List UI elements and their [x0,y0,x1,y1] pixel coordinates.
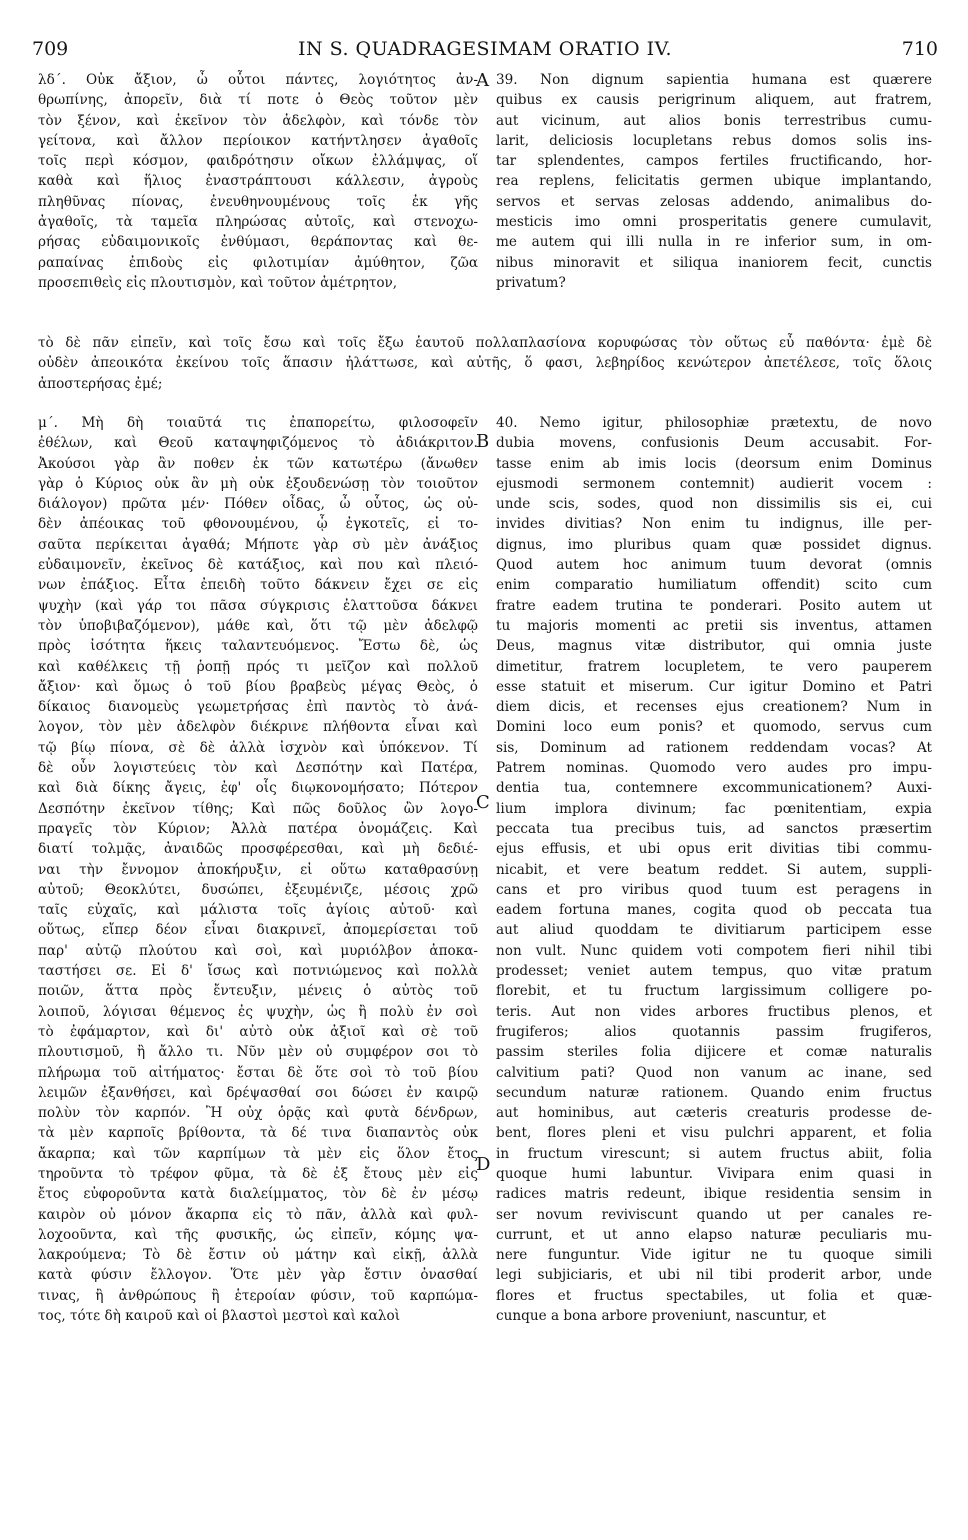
text-line: τὸ δὲ πᾶν εἰπεῖν, καὶ τοῖς ἔσω καὶ τοῖς ἔξω ἑαυτοῦ πολλαπλασίονα κορυφώσας τὸν οὕτως εὖ παθόντα· ἐμὲ δὲ [38,335,932,351]
text-line: γὰρ ὁ Κύριος οὐκ ἂν μὴ οὐκ ἐξουδενώσῃ τὸν τοιοῦτον [38,475,478,492]
text-line: τὰ μὲν καρποῖς βρίθοντα, τὰ δέ τινα διαπαντὸς οὐκ [38,1125,478,1142]
text-line: quibus ex causis perigrinum aliquem, aut fratrem, [496,92,932,109]
text-line: Δεσπότην ἐκεῖνον τίθης; Καὶ πῶς δοῦλος ὢν λογο- [38,800,478,817]
text-line: passim steriles folia dijicere et comæ naturalis [496,1044,932,1061]
text-line: enim comparatio humiliatum offendit) scito cum [496,577,932,594]
text-line: τινας, ἢ ἀνθρώπους ἢ ἑτεροίαν φύσιν, τοῦ καρπώμα- [38,1287,478,1304]
text-line: larit, deliciosis locupletans rebus domos solis ins- [496,132,932,149]
text-line: nicabit, et vere beatum reddet. Si autem, suppli- [496,861,932,878]
text-line: legi subjiciaris, et ubi nil tibi proderit arbor, unde [496,1267,932,1284]
text-line: ἄκαρπα; καὶ τῶν καρπίμων τὰ μὲν εἰς ὅλον ἔτος [38,1145,478,1162]
text-line: dubia movens, confusionis Deum accusabit. For- [496,435,932,452]
text-line: αὐτοῦ; Θεοκλύτει, δυσώπει, ἐξευμένιζε, μέσοις χρῶ [38,881,478,898]
text-line: dimetitur, fratrem locupletem, te vero pauperem [496,658,932,675]
text-line: frugiferos; alios quotannis passim frugiferos, [496,1023,932,1040]
text-line: πρὸς ἰσότητα ἥκεις ταλαντευόμενος. Ἔστω δὲ, ὡς [38,638,478,655]
text-line: Quod autem hoc animum tuum devorat (omnis [496,557,932,574]
text-line: tar splendentes, campos fertiles fructificando, hor- [496,153,932,170]
text-line: εὐδαιμονεῖν, ἐκεῖνος δὲ κατάξιος, καὶ που καὶ πλειό- [38,557,478,574]
text-line: ejus effusis, et ubi opus erit divitias tibi commu- [496,841,932,858]
margin-marker-d: D [476,1154,491,1175]
text-line: calvitium pati? Quod non vanum ac inane, sed [496,1064,932,1081]
text-line: λογον, τὸν μὲν ἀδελφὸν διέκρινε πλήθοντα εἶναι καὶ [38,719,478,736]
text-line: προσεπιθεὶς εἰς πλουτισμὸν, καὶ τοῦτον ἀμέτρητον, [38,274,398,291]
text-line: σαῦτα περίκειται ἀγαθά; Μήποτε γὰρ σὺ μὲν ἀνάξιος [38,536,478,553]
greek-paragraph-40 [38,413,478,1326]
text-line: ἐθέλων, καὶ Θεοῦ καταψηφιζόμενος τὸ ἀδιάκριτον. [38,435,478,452]
text-line: aut aliud quoddam te divitiarum participem esse [496,922,932,939]
page-number-left: 709 [32,38,69,60]
text-line: πλουτισμοῦ, ἢ ἄλλο τι. Νῦν μὲν οὐ συμφέρον σοι τὸ [38,1044,478,1061]
text-line: Patrem nominas. Quomodo vero audes pro impu- [496,760,932,777]
text-line: secundum naturæ rationem. Quando enim fructus [496,1084,932,1101]
text-line: τὸν ξένον, καὶ ἐκεῖνον τὸν ἀδελφὸν, καὶ τόνδε τὸν [38,112,478,129]
text-line: sis, Dominum ad rationem reddendam vocas? At [496,739,932,756]
text-line: ψυχὴν (καὶ γάρ τοι πᾶσα σύγκρισις ἐλαττοῦσα δάκνει [38,597,478,614]
text-line: cans et pro viribus quod tuum est peragens in [496,881,932,898]
text-line: ἀγαθοῖς, τὰ ταμεῖα πληρώσας αὐτοῖς, καὶ στενοχω- [38,214,478,231]
text-line: bent, flores pleni et visu pulchri apparent, et folia [496,1125,932,1142]
text-line: ναι τὴν ἔννομον ἀποκήρυξιν, εἰ οὕτω καταθρασύνῃ [38,861,478,878]
text-line: ταῖς εὐχαῖς, καὶ μάλιστα τοῖς ἁγίοις αὐτοῦ· καὶ [38,902,478,919]
greek-paragraph-39 [38,70,478,293]
text-line: μ΄. Μὴ δὴ τοιαῦτά τις ἐπαπορείτω, φιλοσοφεῖν [38,415,478,431]
text-line: teris. Aut non vides arbores fructibus plenos, et [496,1003,932,1020]
page-number-right: 710 [901,38,938,60]
text-line: rea replens, felicitatis germen ubique implantando, [496,173,932,190]
text-line: eadem fortuna manes, cogita quod ob peccata tua [496,902,932,919]
text-line: δίκαιος διανομεὺς γεωμετρήσας ἐπὶ παντὸς τὸ ἀνά- [38,699,478,716]
text-line: Ἀκούσοι γὰρ ἂν ποθεν ἐκ τῶν κατωτέρω (ἄνωθεν [38,455,478,472]
text-line: δὲ οὖν λογιστεύεις τὸν καὶ Δεσπότην καὶ Πατέρα, [38,760,478,777]
text-line: Domini loco eum ponis? et quomodo, servus cum [496,719,932,736]
text-line: τὸ ἐφάμαρτον, καὶ δι' αὐτὸ οὐκ ἀξιοῖ καὶ σὲ τοῦ [38,1023,478,1040]
text-line: γείτονα, καὶ ἄλλον περίοικον κατήντλησεν ἀγαθοῖς [38,132,478,149]
text-line: dentia tua, contemnere excommunicationem? Auxi- [496,780,932,797]
text-line: tasse enim ab imis locis (deorsum enim Dominus [496,455,932,472]
text-line: οὐδὲν ἀπεοικότα ἐκείνου τοῖς ἅπασιν ἠλάττωσε, καὶ αὐτῆς, ὅ φασι, λεβηρίδος κενώτερον ἀπετέλεσε, τοῖς ὅλοις [38,355,932,372]
text-line: lium implora divinum; fac pœnitentiam, expia [496,800,932,817]
latin-paragraph-40 [496,413,932,1326]
text-line: παρ' αὐτῷ πλούτου καὶ σοὶ, καὶ μυριόλβον ἀποκα- [38,942,478,959]
text-line: ser novum reviviscunt quando ut per canales re- [496,1206,932,1223]
text-line: invides divitias? Non enim tu indignus, ille per- [496,516,932,533]
text-line: fratre eadem trutina te ponderari. Posito autem ut [496,597,932,614]
text-line: nibus minoravit et siliqua inaniorem fecit, cunctis [496,254,932,271]
text-line: ποιῶν, ἅττα πρὸς ἔντευξιν, μένεις ὁ αὐτὸς τοῦ [38,983,478,1000]
margin-marker-b: B [476,431,490,452]
text-line: θρωπίνης, ἀπορεῖν, διὰ τί ποτε ὁ Θεὸς τοῦτον μὲν [38,92,478,109]
text-line: mesticis imo omni prosperitatis genere cumulavit, [496,214,932,231]
text-line: ejusmodi sermonem contemnit) audierit vocem : [496,475,932,492]
text-line: aut vicinum, aut alios bonis terrestribus cumu- [496,112,932,129]
margin-marker-a: A [476,70,489,91]
text-line: δὲν ἀπέοικας τοῦ φθονουμένου, ᾧ ἐγκοτεῖς, εἰ το- [38,516,478,533]
text-line: privatum? [496,274,566,291]
text-line: πολὺν τὸν καρπόν. Ἢ οὐχ ὁρᾷς καὶ φυτὰ δένδρων, [38,1105,478,1122]
text-line: τηροῦντα τὸ τρέφον φῦμα, τὰ δὲ ἐξ ἔτους μὲν εἰς [38,1165,478,1182]
text-line: κατὰ φύσιν ἔλλογον. Ὅτε μὲν γὰρ ἔστιν ὀνασθαί [38,1267,478,1284]
page-header [32,38,938,64]
text-line: currunt, et ut anno elapso naturæ peculiaris mu- [496,1226,932,1243]
text-line: Deus, magnus vitæ distributor, qui omnia juste [496,638,932,655]
text-line: ταστήσει σε. Εἰ δ' ἴσως καὶ ποτνιώμενος καὶ πολλὰ [38,963,478,980]
text-line: esse statuit et miserum. Cur igitur Domino et Patri [496,678,932,695]
text-line: διατί τολμᾷς, ἀναιδῶς προσφέρεσθαι, καὶ μὴ δεδιέ- [38,841,478,858]
text-line: diem dicis, et recenses ejus creationem? Num in [496,699,932,716]
text-line: λειμῶν ἐξανθήσει, καὶ δρέψασθαί σοι δώσει ἐν καιρῷ [38,1084,478,1101]
margin-marker-c: C [476,792,490,813]
latin-paragraph-39 [496,70,932,293]
text-line: νων ἐπάξιος. Εἶτα ἐπειδὴ τοῦτο δάκνειν ἔχει σε εἰς [38,577,478,594]
text-line: radices matris redeunt, ibique residentia sensim in [496,1186,932,1203]
text-line: καὶ καθέλκεις τῇ ῥοπῇ πρός τι μεῖζον καὶ πολλοῦ [38,658,478,675]
text-line: τὸν ὑποβιβαζόμενον), μάθε καὶ, ὅτι τῷ μὲν ἀδελφῷ [38,617,478,634]
greek-paragraph-39-continuation [38,333,932,394]
text-line: in fructum virescunt; si autem fructus abiit, folia [496,1145,932,1162]
text-line: cunque a bona arbore proveniunt, nascuntur, et [496,1308,826,1325]
text-line: prodesset; veniet autem tempus, quo vitæ pratum [496,963,932,980]
text-line: tu majoris momenti ac pretii sis inventus, attamen [496,617,932,634]
text-line: ρήσας εὐδαιμονικοῖς ἐνθύμασι, θεράποντας καὶ θε- [38,234,478,251]
text-line: 39. Non dignum sapientia humana est quærere [496,72,932,88]
text-line: ραπαίνας ἐπιδοὺς εἰς φιλοτιμίαν ἀμύθητον, ζῶα [38,254,478,271]
text-line: aut hominibus, aut cæteris creaturis prodesse de- [496,1105,932,1122]
text-line: οὕτως, εἴπερ δέον εἶναι διακρινεῖ, ἀπομερίσεται τοῦ [38,922,478,939]
text-line: non vult. Nunc quidem voti compotem fieri nihil tibi [496,942,932,959]
text-line: λοχοοῦντα, καὶ τῆς φυσικῆς, ὡς εἰπεῖν, κόμης ψα- [38,1226,478,1243]
text-line: flores et fructus spectabiles, ut folia et quæ- [496,1287,932,1304]
text-line: λοιποῦ, λόγισαι θέμενος ἐς ψυχὴν, ὡς ἢ πολὺ ἐν σοὶ [38,1003,478,1020]
text-line: florebit, et tu fructum largissimum colligere po- [496,983,932,1000]
text-line: πραγεῖς τὸν Κύριον; Ἀλλὰ πατέρα ὀνομάζεις. Καὶ [38,820,478,837]
text-line: καὶ διὰ δίκης ἄγεις, ἐφ' οἷς διῳκονομήσατο; Πότερον [38,780,478,797]
running-title: IN S. QUADRAGESIMAM ORATIO IV. [297,38,673,60]
text-line: unde scis, sodes, quod non dissimilis sis ei, cui [496,496,932,513]
text-line: καιρὸν οὐ μόνον ἄκαρπα εἰς τὸ πᾶν, ἀλλὰ καὶ φυλ- [38,1206,478,1223]
text-line: ἀποστερήσας ἐμέ; [38,375,163,392]
text-line: ἄξιον· καὶ ὅμως ὁ τοῦ βίου βραβεὺς μέγας Θεὸς, ὁ [38,678,478,695]
text-line: τος, τότε δὴ καιροῦ καὶ οἱ βλαστοὶ μεστοὶ καὶ καλοὶ [38,1308,401,1325]
text-line: ἔτος εὐφοροῦντα κατὰ διαλείμματος, τὸν δὲ ἐν μέσῳ [38,1186,478,1203]
text-line: nere funguntur. Vide igitur ne tu quoque simili [496,1247,932,1264]
text-line: τῷ βίῳ πίονα, σὲ δὲ ἀλλὰ ἰσχνὸν καὶ ὑπόκενον. Τί [38,739,478,756]
text-line: me autem qui illi nulla in re inferior sum, in om- [496,234,932,251]
text-line: servos et servas zelosas addendo, animalibus do- [496,193,932,210]
text-line: καθὰ καὶ ἥλιος ἐναστράπτουσι κάλλεσιν, ἀγροὺς [38,173,478,190]
text-line: peccata tua precibus tuis, ad sanctos præsertim [496,820,932,837]
text-line: λδ΄. Οὐκ ἄξιον, ὦ οὗτοι πάντες, λογιότητος ἀν- [38,72,478,88]
text-line: λακρούμενα; Τὸ δὲ ἔστιν οὐ μάτην καὶ εἰκῇ, ἀλλὰ [38,1247,478,1264]
text-line: πλήρωμα τοῦ αἰτήματος· ἔσται δὲ ὅτε σοὶ τὸ τοῦ βίου [38,1064,478,1081]
text-line: τοῖς περὶ κόσμον, φαιδρότησιν οἴκων ἐλλάμψας, οἵ [38,153,478,170]
text-line: διάλογον) πρῶτα μέν· Πόθεν οἶδας, ὦ οὗτος, ὡς οὐ- [38,496,478,513]
text-line: quoque humi labuntur. Vivipara enim quasi in [496,1165,932,1182]
text-line: πληθῦνας πίονας, ἐνευθηνουμένους τοῖς ἐκ γῆς [38,193,478,210]
text-line: dignus, imo pluribus quam quæ possidet dignus. [496,536,932,553]
text-line: 40. Nemo igitur, philosophiæ prætextu, de novo [496,415,932,431]
